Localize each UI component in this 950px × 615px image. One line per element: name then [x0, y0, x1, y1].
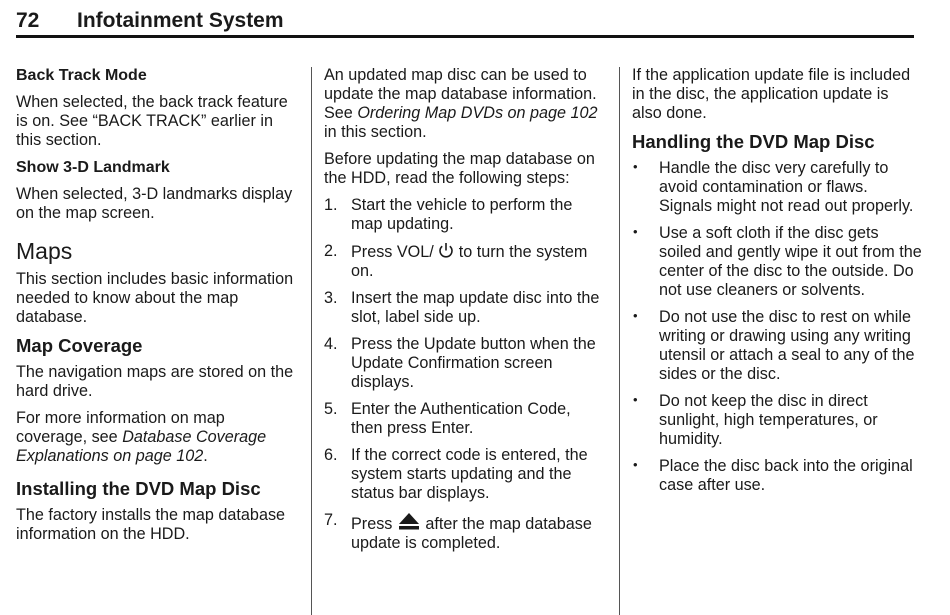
handling-heading: Handling the DVD Map Disc: [632, 131, 875, 152]
step-item: [324, 242, 606, 281]
step-item: [324, 446, 606, 503]
power-icon: [438, 242, 454, 259]
bullet-text: Handle the disc very carefully to avoid contamination or flaws. Signals might not read out properly.: [659, 159, 914, 215]
step-number: 7.: [324, 511, 338, 529]
maps-text: This section includes basic information needed to know about the map database.: [16, 270, 294, 326]
column-divider: [619, 67, 620, 615]
bullet-item: [632, 159, 922, 216]
step-number: 6.: [324, 446, 338, 464]
step-item: [324, 511, 606, 553]
coverage-reference-link: Database Coverage Explanations on page 102: [16, 428, 267, 465]
step-text: Start the vehicle to perform the map updating.: [351, 196, 573, 233]
before-text: Before updating the map database on the HDD, read the following steps:: [324, 150, 595, 187]
coverage-heading: Map Coverage: [16, 335, 143, 356]
bullet-text: Do not keep the disc in direct sunlight, high temperatures, or humidity.: [659, 392, 878, 448]
back-track-heading: Back Track Mode: [16, 67, 147, 84]
bullet-icon: •: [633, 308, 638, 323]
app-update-text: If the application update file is included in the disc, the application update is also done.: [632, 66, 911, 122]
step-number: 5.: [324, 400, 338, 418]
column-divider: [311, 67, 312, 615]
bullet-text: Do not use the disc to rest on while writing or drawing using any writing utensil or attach a seal to any of the sides or the disc.: [659, 308, 915, 383]
coverage-more-text: [16, 409, 298, 466]
installing-text: The factory installs the map database information on the HDD.: [16, 506, 286, 543]
step-pre: Press VOL/: [351, 243, 439, 261]
bullet-item: [632, 457, 922, 495]
bullet-item: [632, 392, 922, 449]
ordering-reference-link: Ordering Map DVDs on page 102: [357, 104, 598, 122]
bullet-text: Place the disc back into the original case after use.: [659, 457, 913, 494]
step-text: If the correct code is entered, the system starts updating and the status bar displays.: [351, 446, 588, 502]
handling-bullet-list: [632, 159, 922, 495]
bullet-item: [632, 308, 922, 384]
maps-heading: Maps: [16, 238, 73, 264]
bullet-text: Use a soft cloth if the disc gets soiled and gently wipe it out from the center of the disc to the outside. Do not use cleaners or solvents.: [659, 224, 922, 299]
column-left: [16, 66, 298, 552]
installing-heading: Installing the DVD Map Disc: [16, 478, 261, 499]
back-track-text: When selected, the back track feature is on. See “BACK TRACK” earlier in this section.: [16, 93, 288, 149]
step-pre: Press: [351, 515, 397, 533]
step-text: Press the Update button when the Update Confirmation screen displays.: [351, 335, 596, 391]
column-middle: [324, 66, 606, 561]
step-number: 3.: [324, 289, 338, 307]
landmark-heading: Show 3-D Landmark: [16, 159, 170, 176]
column-right: [632, 66, 922, 503]
page-header: [16, 8, 914, 38]
step-number: 1.: [324, 196, 338, 214]
update-pre: An updated map disc can be used to update the map database information. See: [324, 66, 597, 122]
bullet-icon: •: [633, 159, 638, 174]
update-steps-list: [324, 196, 606, 553]
bullet-icon: •: [633, 224, 638, 239]
page-title: Infotainment System: [77, 9, 284, 32]
landmark-text: When selected, 3-D landmarks display on the map screen.: [16, 185, 293, 222]
update-text: [324, 66, 606, 142]
step-item: [324, 400, 606, 438]
coverage-text: The navigation maps are stored on the hard drive.: [16, 363, 294, 400]
step-number: 4.: [324, 335, 338, 353]
step-post: after the map database update is completed.: [351, 515, 592, 552]
step-item: [324, 196, 606, 234]
step-item: [324, 335, 606, 392]
update-post: in this section.: [324, 123, 427, 141]
bullet-icon: •: [633, 392, 638, 407]
step-text: Enter the Authentication Code, then press Enter.: [351, 400, 571, 437]
eject-icon: [397, 511, 421, 531]
coverage-more-post: .: [203, 447, 208, 465]
bullet-icon: •: [633, 457, 638, 472]
step-text: Insert the map update disc into the slot, label side up.: [351, 289, 600, 326]
bullet-item: [632, 224, 922, 300]
step-item: [324, 289, 606, 327]
step-text: [351, 242, 606, 281]
coverage-more-pre: For more information on map coverage, see: [16, 409, 225, 446]
step-number: 2.: [324, 242, 338, 260]
page-number: 72: [16, 9, 40, 32]
step-text: [351, 511, 606, 553]
step-post: to turn the system on.: [351, 243, 588, 280]
